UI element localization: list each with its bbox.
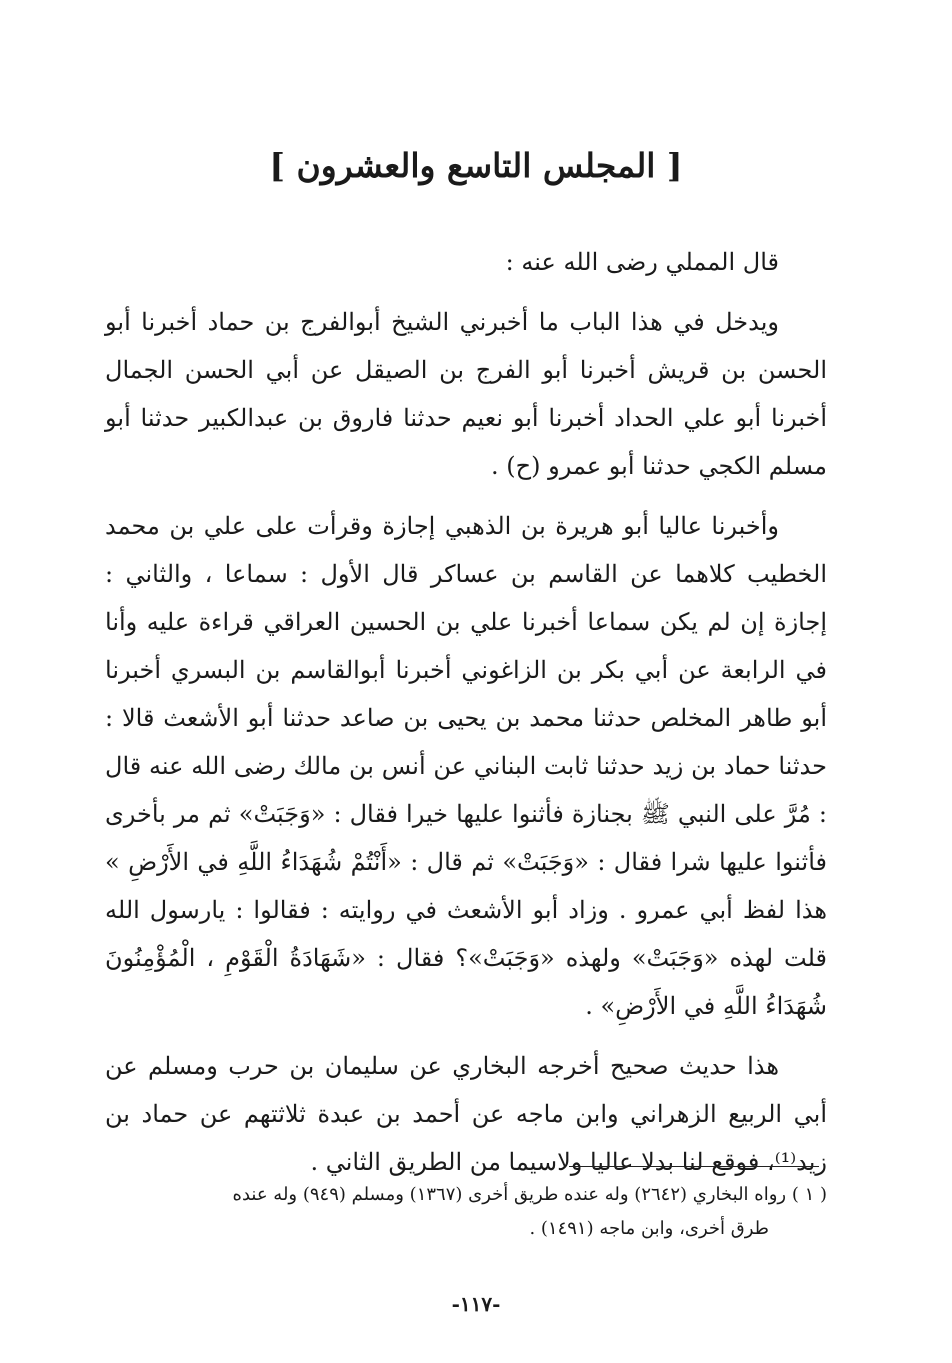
body-text: [105, 238, 827, 1198]
footnote-divider: [569, 1166, 819, 1167]
footnote-1: ( ١ ) رواه البخاري (٢٦٤٢) وله عنده طريق أخرى (١٣٦٧) ومسلم (٩٤٩) وله عنده: [232, 1184, 827, 1205]
paragraph-opening: قال المملي رضى الله عنه :: [505, 248, 779, 276]
page-number: -١١٧-: [451, 1292, 501, 1316]
paragraph-hadith: وأخبرنا عاليا أبو هريرة بن الذهبي إجازة وقرأت على علي بن محمد الخطيب كلاهما عن القاسم بن عساكر قال الأول : سماعا ، والثاني : إجازة إن لم يكن سماعا أخبرنا علي بن الحسين العراقي قراءة عليه وأنا في الرابعة عن أبي بكر بن الزاغوني أخبرنا أبوالقاسم بن البسري أخبرنا أبو طاهر المخلص حدثنا محمد بن يحيى بن صاعد حدثنا أبو الأشعث قالا : حدثنا حماد بن زيد حدثنا ثابت البناني عن أنس بن مالك رضى الله عنه قال : مُرَّ على النبي ﷺ بجنازة فأثنوا عليها خيرا فقال : «وَجَبَتْ» ثم مر بأخرى فأثنوا عليها شرا فقال : «وَجَبَتْ» ثم قال : «أَنْتُمْ شُهَدَاءُ اللَّهِ في الأَرْضِ » هذا لفظ أبي عمرو . وزاد أبو الأشعث في روايته : فقالوا : يارسول الله قلت لهذه «وَجَبَتْ» ولهذه «وَجَبَتْ»؟ فقال : «شَهَادَةُ الْقَوْمِ ، الْمُؤْمِنُونَ شُهَدَاءُ اللَّهِ في الأَرْضِ» .: [105, 512, 827, 1020]
footnotes: [105, 1178, 827, 1246]
paragraph-isnad-first: ويدخل في هذا الباب ما أخبرني الشيخ أبوالفرج بن حماد أخبرنا أبو الحسن بن قريش أخبرنا أبو الفرج بن الصيقل عن أبي الحسن الجمال أخبرنا أبو علي الحداد أخبرنا أبو نعيم حدثنا فاروق بن عبدالكبير حدثنا أبو مسلم الكجي حدثنا أبو عمرو (ح) .: [105, 308, 827, 480]
paragraph-takhrij: هذا حديث صحيح أخرجه البخاري عن سليمان بن حرب ومسلم عن أبي الربيع الزهراني وابن ماجه عن أحمد بن عبدة ثلاثتهم عن حماد بن زيد⁽¹⁾، فوقع لنا بدلا عاليا ولاسيما من الطريق الثاني .: [105, 1052, 827, 1176]
chapter-title: [ المجلس التاسع والعشرون ]: [269, 146, 683, 185]
footnote-1-continued: طرق أخرى، وابن ماجه (١٤٩١) .: [529, 1218, 769, 1239]
